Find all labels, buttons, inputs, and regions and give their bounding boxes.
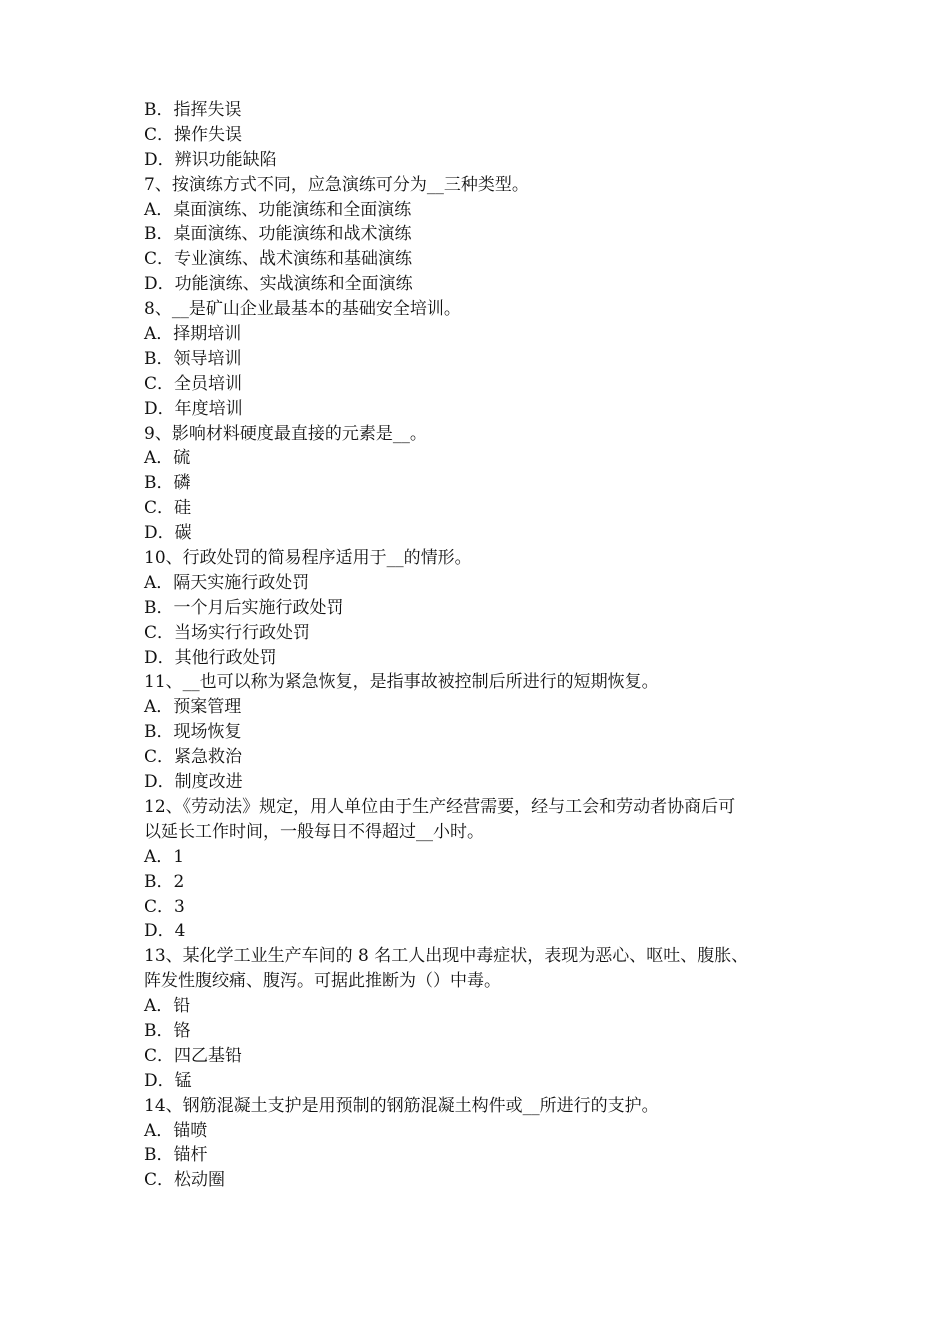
option-line: C．松动圈	[144, 1170, 226, 1191]
option-line: A．隔天实施行政处罚	[144, 572, 310, 593]
option-line: B．锚杆	[144, 1145, 208, 1166]
option-line: C．四乙基铅	[144, 1045, 243, 1066]
option-line: D．辨识功能缺陷	[144, 149, 277, 170]
option-line: C．3	[144, 896, 185, 917]
option-line: D．其他行政处罚	[144, 647, 277, 668]
option-line: A．预案管理	[144, 697, 242, 718]
option-line: B．领导培训	[144, 348, 242, 369]
option-line: C．专业演练、战术演练和基础演练	[144, 249, 413, 270]
option-line: A．择期培训	[144, 324, 242, 345]
question-line: 7、按演练方式不同，应急演练可分为__三种类型。	[144, 174, 529, 195]
option-line: A．桌面演练、功能演练和全面演练	[144, 199, 412, 220]
option-line: A．硫	[144, 448, 191, 469]
document-text	[144, 98, 824, 1193]
option-line: D．4	[144, 921, 186, 942]
option-line: C．操作失误	[144, 124, 243, 145]
option-line: B．一个月后实施行政处罚	[144, 597, 344, 618]
option-line: A．1	[144, 846, 185, 867]
question-line: 13、某化学工业生产车间的 8 名工人出现中毒症状，表现为恶心、呕吐、腹胀、	[144, 946, 749, 967]
question-line: 9、影响材料硬度最直接的元素是__。	[144, 423, 427, 444]
question-line: 14、钢筋混凝土支护是用预制的钢筋混凝土构件或__所进行的支护。	[144, 1095, 659, 1116]
option-line: A．铅	[144, 996, 191, 1017]
option-line: D．锰	[144, 1070, 192, 1091]
option-line: B．现场恢复	[144, 722, 242, 743]
option-line: D．碳	[144, 523, 192, 544]
option-line: D．制度改进	[144, 772, 243, 793]
option-line: B．铬	[144, 1020, 191, 1041]
option-line: B．2	[144, 871, 185, 892]
option-line: B．磷	[144, 473, 191, 494]
option-line: D．年度培训	[144, 398, 243, 419]
option-line: B．指挥失误	[144, 100, 242, 120]
question-line: 8、__是矿山企业最基本的基础安全培训。	[144, 299, 461, 320]
option-line: B．桌面演练、功能演练和战术演练	[144, 224, 412, 245]
question-line: 阵发性腹绞痛、腹泻。可据此推断为（）中毒。	[144, 971, 501, 992]
option-line: C．全员培训	[144, 373, 243, 394]
question-line: 10、行政处罚的简易程序适用于__的情形。	[144, 548, 472, 569]
option-line: C．当场实行行政处罚	[144, 622, 311, 643]
option-line: D．功能演练、实战演练和全面演练	[144, 274, 413, 295]
question-line: 12、《劳动法》规定，用人单位由于生产经营需要，经与工会和劳动者协商后可	[144, 796, 736, 817]
question-line: 以延长工作时间，一般每日不得超过__小时。	[144, 821, 484, 842]
option-line: C．紧急救治	[144, 747, 243, 768]
option-line: C．硅	[144, 498, 192, 519]
option-line: A．锚喷	[144, 1120, 208, 1141]
question-line: 11、__也可以称为紧急恢复，是指事故被控制后所进行的短期恢复。	[144, 672, 659, 693]
